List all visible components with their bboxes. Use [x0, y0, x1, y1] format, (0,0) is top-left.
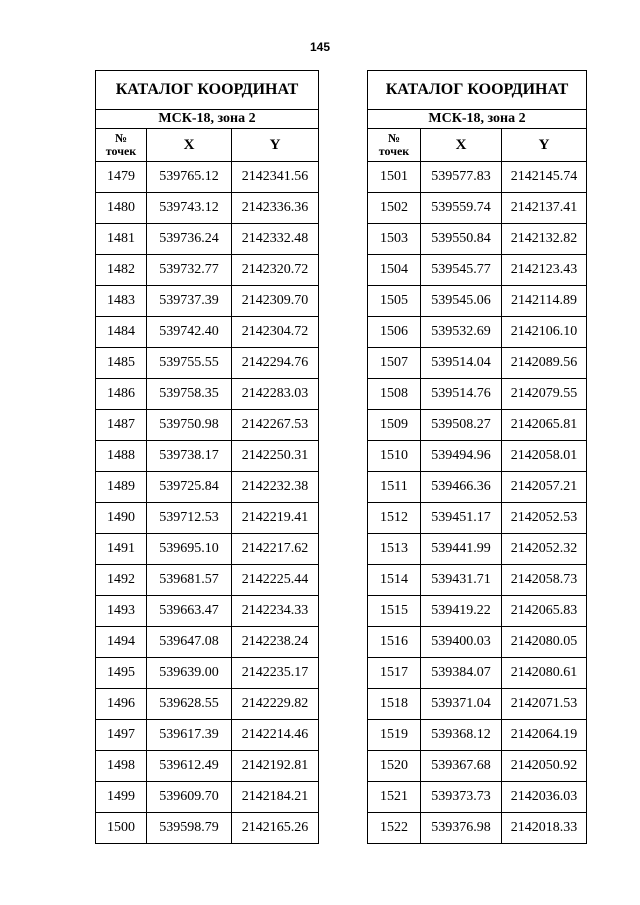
y-header: Y — [502, 129, 587, 162]
point-number-cell: 1512 — [368, 503, 421, 534]
point-number-cell: 1513 — [368, 534, 421, 565]
point-number-cell: 1508 — [368, 379, 421, 410]
table-row — [368, 565, 587, 596]
table-row — [96, 410, 319, 441]
point-number-cell: 1516 — [368, 627, 421, 658]
table-row — [96, 658, 319, 689]
x-coordinate-cell: 539628.55 — [147, 689, 232, 720]
x-coordinate-cell: 539598.79 — [147, 813, 232, 844]
point-number-cell: 1490 — [96, 503, 147, 534]
point-number-cell: 1485 — [96, 348, 147, 379]
table-row — [96, 596, 319, 627]
y-coordinate-cell: 2142137.41 — [502, 193, 587, 224]
y-coordinate-cell: 2142064.19 — [502, 720, 587, 751]
x-coordinate-cell: 539577.83 — [421, 162, 502, 193]
table-row — [368, 596, 587, 627]
point-number-cell: 1517 — [368, 658, 421, 689]
x-header: X — [421, 129, 502, 162]
table-row — [368, 751, 587, 782]
point-number-cell: 1489 — [96, 472, 147, 503]
table-row — [96, 627, 319, 658]
point-number-cell: 1505 — [368, 286, 421, 317]
point-number-cell: 1486 — [96, 379, 147, 410]
point-number-cell: 1497 — [96, 720, 147, 751]
coordinates-table-right — [367, 70, 587, 844]
x-coordinate-cell: 539532.69 — [421, 317, 502, 348]
table-subtitle: МСК-18, зона 2 — [368, 110, 587, 129]
table-row — [368, 689, 587, 720]
coordinates-table-left — [95, 70, 319, 844]
x-coordinate-cell: 539732.77 — [147, 255, 232, 286]
x-coordinate-cell: 539514.04 — [421, 348, 502, 379]
point-number-cell: 1518 — [368, 689, 421, 720]
point-number-cell: 1503 — [368, 224, 421, 255]
point-number-cell: 1515 — [368, 596, 421, 627]
y-coordinate-cell: 2142309.70 — [232, 286, 319, 317]
table-row — [368, 255, 587, 286]
table-row — [96, 348, 319, 379]
y-coordinate-cell: 2142114.89 — [502, 286, 587, 317]
table-row — [368, 503, 587, 534]
table-row — [96, 534, 319, 565]
x-coordinate-cell: 539609.70 — [147, 782, 232, 813]
x-coordinate-cell: 539758.35 — [147, 379, 232, 410]
x-coordinate-cell: 539738.17 — [147, 441, 232, 472]
x-coordinate-cell: 539550.84 — [421, 224, 502, 255]
x-header: X — [147, 129, 232, 162]
point-number-cell: 1495 — [96, 658, 147, 689]
y-coordinate-cell: 2142165.26 — [232, 813, 319, 844]
point-number-header — [368, 129, 421, 162]
y-coordinate-cell: 2142294.76 — [232, 348, 319, 379]
point-number-cell: 1502 — [368, 193, 421, 224]
x-coordinate-cell: 539514.76 — [421, 379, 502, 410]
point-number-cell: 1519 — [368, 720, 421, 751]
y-coordinate-cell: 2142065.83 — [502, 596, 587, 627]
y-coordinate-cell: 2142229.82 — [232, 689, 319, 720]
y-coordinate-cell: 2142214.46 — [232, 720, 319, 751]
table-row — [368, 224, 587, 255]
x-coordinate-cell: 539681.57 — [147, 565, 232, 596]
x-coordinate-cell: 539743.12 — [147, 193, 232, 224]
y-coordinate-cell: 2142123.43 — [502, 255, 587, 286]
x-coordinate-cell: 539695.10 — [147, 534, 232, 565]
table-row — [368, 782, 587, 813]
table-row — [368, 410, 587, 441]
y-coordinate-cell: 2142225.44 — [232, 565, 319, 596]
table-row — [368, 720, 587, 751]
table-row — [96, 317, 319, 348]
y-coordinate-cell: 2142106.10 — [502, 317, 587, 348]
y-coordinate-cell: 2142232.38 — [232, 472, 319, 503]
x-coordinate-cell: 539508.27 — [421, 410, 502, 441]
x-coordinate-cell: 539367.68 — [421, 751, 502, 782]
point-number-cell: 1498 — [96, 751, 147, 782]
x-coordinate-cell: 539441.99 — [421, 534, 502, 565]
table-row — [96, 503, 319, 534]
x-coordinate-cell: 539559.74 — [421, 193, 502, 224]
x-coordinate-cell: 539466.36 — [421, 472, 502, 503]
x-coordinate-cell: 539494.96 — [421, 441, 502, 472]
x-coordinate-cell: 539400.03 — [421, 627, 502, 658]
point-number-cell: 1483 — [96, 286, 147, 317]
point-number-header-line2: точек — [105, 144, 137, 158]
point-number-cell: 1479 — [96, 162, 147, 193]
table-row — [368, 441, 587, 472]
y-coordinate-cell: 2142089.56 — [502, 348, 587, 379]
y-coordinate-cell: 2142235.17 — [232, 658, 319, 689]
y-coordinate-cell: 2142219.41 — [232, 503, 319, 534]
header-row — [96, 129, 319, 162]
point-number-cell: 1481 — [96, 224, 147, 255]
x-coordinate-cell: 539376.98 — [421, 813, 502, 844]
y-coordinate-cell: 2142071.53 — [502, 689, 587, 720]
point-number-cell: 1488 — [96, 441, 147, 472]
point-number-cell: 1506 — [368, 317, 421, 348]
x-coordinate-cell: 539617.39 — [147, 720, 232, 751]
y-coordinate-cell: 2142341.56 — [232, 162, 319, 193]
table-row — [368, 162, 587, 193]
y-coordinate-cell: 2142080.05 — [502, 627, 587, 658]
y-coordinate-cell: 2142079.55 — [502, 379, 587, 410]
table-row — [96, 720, 319, 751]
x-coordinate-cell: 539765.12 — [147, 162, 232, 193]
table-row — [368, 534, 587, 565]
point-number-header — [96, 129, 147, 162]
page-number: 145 — [309, 40, 331, 54]
y-coordinate-cell: 2142283.03 — [232, 379, 319, 410]
x-coordinate-cell: 539545.77 — [421, 255, 502, 286]
x-coordinate-cell: 539431.71 — [421, 565, 502, 596]
table-title: КАТАЛОГ КООРДИНАТ — [368, 71, 587, 110]
table-row — [96, 193, 319, 224]
point-number-cell: 1511 — [368, 472, 421, 503]
point-number-cell: 1507 — [368, 348, 421, 379]
point-number-cell: 1520 — [368, 751, 421, 782]
point-number-cell: 1484 — [96, 317, 147, 348]
table-row — [96, 162, 319, 193]
y-coordinate-cell: 2142336.36 — [232, 193, 319, 224]
x-coordinate-cell: 539736.24 — [147, 224, 232, 255]
y-coordinate-cell: 2142080.61 — [502, 658, 587, 689]
y-coordinate-cell: 2142057.21 — [502, 472, 587, 503]
x-coordinate-cell: 539737.39 — [147, 286, 232, 317]
y-coordinate-cell: 2142332.48 — [232, 224, 319, 255]
table-row — [368, 627, 587, 658]
y-coordinate-cell: 2142065.81 — [502, 410, 587, 441]
point-number-cell: 1521 — [368, 782, 421, 813]
point-number-cell: 1499 — [96, 782, 147, 813]
table-row — [96, 782, 319, 813]
table-row — [96, 224, 319, 255]
table-row — [368, 317, 587, 348]
point-number-cell: 1514 — [368, 565, 421, 596]
y-coordinate-cell: 2142052.53 — [502, 503, 587, 534]
table-row — [96, 813, 319, 844]
y-coordinate-cell: 2142234.33 — [232, 596, 319, 627]
table-subtitle: МСК-18, зона 2 — [96, 110, 319, 129]
x-coordinate-cell: 539663.47 — [147, 596, 232, 627]
table-row — [368, 193, 587, 224]
y-coordinate-cell: 2142320.72 — [232, 255, 319, 286]
point-number-cell: 1493 — [96, 596, 147, 627]
point-number-header-line1: № — [387, 131, 401, 145]
table-row — [96, 751, 319, 782]
x-coordinate-cell: 539384.07 — [421, 658, 502, 689]
table-row — [96, 441, 319, 472]
x-coordinate-cell: 539725.84 — [147, 472, 232, 503]
y-coordinate-cell: 2142192.81 — [232, 751, 319, 782]
point-number-cell: 1509 — [368, 410, 421, 441]
y-coordinate-cell: 2142036.03 — [502, 782, 587, 813]
point-number-cell: 1496 — [96, 689, 147, 720]
table-row — [96, 565, 319, 596]
table-row — [96, 255, 319, 286]
point-number-cell: 1494 — [96, 627, 147, 658]
y-coordinate-cell: 2142058.01 — [502, 441, 587, 472]
y-coordinate-cell: 2142050.92 — [502, 751, 587, 782]
y-coordinate-cell: 2142217.62 — [232, 534, 319, 565]
x-coordinate-cell: 539612.49 — [147, 751, 232, 782]
y-header: Y — [232, 129, 319, 162]
table-row — [96, 379, 319, 410]
y-coordinate-cell: 2142267.53 — [232, 410, 319, 441]
table-row — [368, 658, 587, 689]
table-title: КАТАЛОГ КООРДИНАТ — [96, 71, 319, 110]
table-row — [368, 379, 587, 410]
point-number-cell: 1510 — [368, 441, 421, 472]
y-coordinate-cell: 2142304.72 — [232, 317, 319, 348]
point-number-cell: 1480 — [96, 193, 147, 224]
x-coordinate-cell: 539647.08 — [147, 627, 232, 658]
y-coordinate-cell: 2142052.32 — [502, 534, 587, 565]
point-number-cell: 1482 — [96, 255, 147, 286]
x-coordinate-cell: 539712.53 — [147, 503, 232, 534]
x-coordinate-cell: 539742.40 — [147, 317, 232, 348]
y-coordinate-cell: 2142250.31 — [232, 441, 319, 472]
x-coordinate-cell: 539545.06 — [421, 286, 502, 317]
point-number-cell: 1491 — [96, 534, 147, 565]
x-coordinate-cell: 539639.00 — [147, 658, 232, 689]
header-row — [368, 129, 587, 162]
table-row — [96, 689, 319, 720]
y-coordinate-cell: 2142018.33 — [502, 813, 587, 844]
point-number-cell: 1492 — [96, 565, 147, 596]
table-row — [96, 472, 319, 503]
x-coordinate-cell: 539451.17 — [421, 503, 502, 534]
x-coordinate-cell: 539373.73 — [421, 782, 502, 813]
point-number-cell: 1522 — [368, 813, 421, 844]
point-number-cell: 1501 — [368, 162, 421, 193]
x-coordinate-cell: 539755.55 — [147, 348, 232, 379]
table-row — [368, 813, 587, 844]
point-number-cell: 1504 — [368, 255, 421, 286]
point-number-header-line2: точек — [378, 144, 410, 158]
table-row — [96, 286, 319, 317]
y-coordinate-cell: 2142238.24 — [232, 627, 319, 658]
x-coordinate-cell: 539368.12 — [421, 720, 502, 751]
y-coordinate-cell: 2142132.82 — [502, 224, 587, 255]
point-number-cell: 1500 — [96, 813, 147, 844]
table-row — [368, 348, 587, 379]
point-number-header-line1: № — [114, 131, 128, 145]
y-coordinate-cell: 2142145.74 — [502, 162, 587, 193]
x-coordinate-cell: 539371.04 — [421, 689, 502, 720]
point-number-cell: 1487 — [96, 410, 147, 441]
x-coordinate-cell: 539750.98 — [147, 410, 232, 441]
y-coordinate-cell: 2142058.73 — [502, 565, 587, 596]
table-row — [368, 286, 587, 317]
table-row — [368, 472, 587, 503]
x-coordinate-cell: 539419.22 — [421, 596, 502, 627]
y-coordinate-cell: 2142184.21 — [232, 782, 319, 813]
